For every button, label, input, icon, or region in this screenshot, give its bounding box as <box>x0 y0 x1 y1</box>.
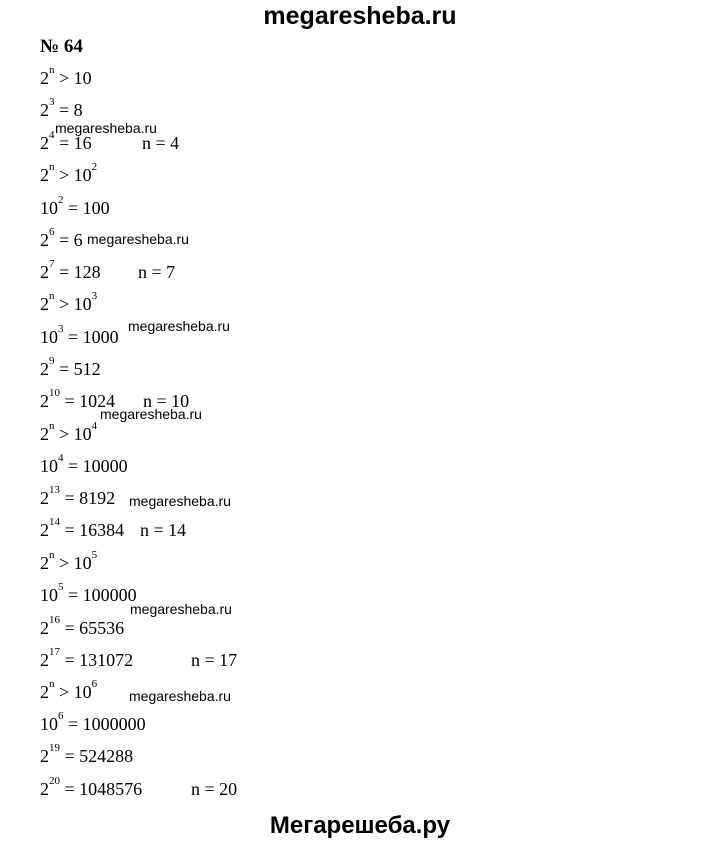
eq-rest: = 10000 <box>68 456 128 476</box>
eq-base: 2 <box>40 488 49 508</box>
eq-rest: = 1000 <box>68 327 119 347</box>
eq-exponent: 5 <box>58 581 64 593</box>
site-header: megaresheba.ru <box>263 2 457 30</box>
equation-line <box>40 226 83 251</box>
watermark: megaresheba.ru <box>129 688 231 704</box>
eq-exponent: 14 <box>49 516 60 528</box>
eq-base: 2 <box>40 391 49 411</box>
eq-rest: = 1024 <box>64 391 116 411</box>
eq-exponent: 9 <box>49 355 55 367</box>
eq-base: 10 <box>40 327 58 347</box>
eq-exponent: 6 <box>58 710 64 722</box>
equation-line <box>40 614 125 639</box>
equation-line <box>40 581 137 606</box>
watermark: megaresheba.ru <box>128 318 230 334</box>
watermark: megaresheba.ru <box>87 231 189 247</box>
eq-exponent: 16 <box>49 614 60 626</box>
eq-rest: = 100000 <box>68 585 137 605</box>
eq-base: 2 <box>40 520 49 540</box>
eq-exponent: 6 <box>91 678 98 690</box>
equation-line <box>40 194 110 219</box>
watermark: megaresheba.ru <box>55 120 157 136</box>
equation-line <box>40 161 98 186</box>
equation-line <box>40 484 116 509</box>
eq-base: 2 <box>40 133 49 153</box>
eq-rest: = 524288 <box>64 746 134 766</box>
eq-base: 2 <box>40 359 49 379</box>
answer-label: n = 7 <box>138 262 176 282</box>
eq-exponent: n <box>49 549 55 561</box>
answer-label: n = 14 <box>140 520 187 540</box>
eq-rest: > 10 <box>59 424 92 444</box>
eq-rest: = 100 <box>68 198 110 218</box>
eq-base: 2 <box>40 553 49 573</box>
eq-exponent: 19 <box>49 742 60 754</box>
eq-exponent: 13 <box>49 484 60 496</box>
equation-line <box>40 129 92 154</box>
eq-exponent: 7 <box>49 258 55 270</box>
eq-exponent: 3 <box>58 323 64 335</box>
eq-rest: = 1048576 <box>64 779 143 799</box>
eq-rest: = 16384 <box>64 520 125 540</box>
eq-base: 10 <box>40 456 58 476</box>
eq-exponent: 3 <box>91 290 98 302</box>
eq-base: 2 <box>40 618 49 638</box>
answer-label: n = 4 <box>142 133 180 153</box>
equation-line <box>40 516 125 541</box>
eq-exponent: n <box>49 161 55 173</box>
eq-base: 2 <box>40 165 49 185</box>
eq-rest: > 10 <box>59 68 92 88</box>
answer-label: n = 20 <box>191 779 238 799</box>
eq-exponent: 6 <box>49 226 55 238</box>
eq-exponent: 20 <box>49 775 60 787</box>
eq-base: 10 <box>40 714 58 734</box>
eq-rest: > 10 <box>59 682 92 702</box>
eq-rest: > 10 <box>59 553 92 573</box>
eq-base: 2 <box>40 682 49 702</box>
eq-rest: = 8 <box>59 100 83 120</box>
eq-base: 2 <box>40 262 49 282</box>
equation-line <box>40 96 83 121</box>
eq-rest: = 8192 <box>64 488 116 508</box>
equation-line <box>40 420 98 445</box>
equation-line <box>40 549 98 574</box>
eq-base: 2 <box>40 650 49 670</box>
equation-line <box>40 646 134 671</box>
eq-exponent: n <box>49 420 55 432</box>
eq-rest: = 65536 <box>64 618 125 638</box>
eq-exponent: 2 <box>58 194 64 206</box>
equation-line <box>40 258 101 283</box>
eq-base: 2 <box>40 230 49 250</box>
eq-base: 2 <box>40 294 49 314</box>
eq-rest: > 10 <box>59 294 92 314</box>
site-footer: Мегарешеба.ру <box>269 812 451 839</box>
answer-label: n = 10 <box>143 391 190 411</box>
equation-line <box>40 452 128 477</box>
answer-label: n = 17 <box>191 650 238 670</box>
equation-line <box>40 64 92 89</box>
eq-exponent: 17 <box>49 646 60 658</box>
watermark: megaresheba.ru <box>100 406 202 422</box>
eq-base: 2 <box>40 68 49 88</box>
eq-base: 2 <box>40 746 49 766</box>
eq-base: 10 <box>40 198 58 218</box>
eq-exponent: n <box>49 290 55 302</box>
eq-base: 2 <box>40 424 49 444</box>
watermark: megaresheba.ru <box>130 601 232 617</box>
equation-line <box>40 775 143 800</box>
eq-base: 2 <box>40 100 49 120</box>
eq-exponent: n <box>49 64 55 76</box>
equation-line <box>40 355 101 380</box>
eq-exponent: 2 <box>91 161 98 173</box>
eq-base: 2 <box>40 779 49 799</box>
eq-rest: = 6 <box>59 230 83 250</box>
equation-line <box>40 678 98 703</box>
eq-exponent: 10 <box>49 387 60 399</box>
eq-rest: = 512 <box>59 359 101 379</box>
eq-base: 10 <box>40 585 58 605</box>
eq-exponent: 5 <box>91 549 98 561</box>
eq-exponent: n <box>49 678 55 690</box>
equation-line <box>40 710 146 735</box>
eq-rest: = 131072 <box>64 650 134 670</box>
equation-line <box>40 290 98 315</box>
eq-exponent: 4 <box>49 129 55 141</box>
watermark: megaresheba.ru <box>129 493 231 509</box>
eq-exponent: 4 <box>91 420 98 432</box>
eq-rest: = 128 <box>59 262 101 282</box>
problem-number: № 64 <box>40 36 83 57</box>
equation-line <box>40 323 119 348</box>
eq-exponent: 4 <box>58 452 64 464</box>
eq-exponent: 3 <box>49 96 55 108</box>
equation-line <box>40 742 134 767</box>
eq-rest: > 10 <box>59 165 92 185</box>
eq-rest: = 16 <box>59 133 92 153</box>
eq-rest: = 1000000 <box>68 714 146 734</box>
